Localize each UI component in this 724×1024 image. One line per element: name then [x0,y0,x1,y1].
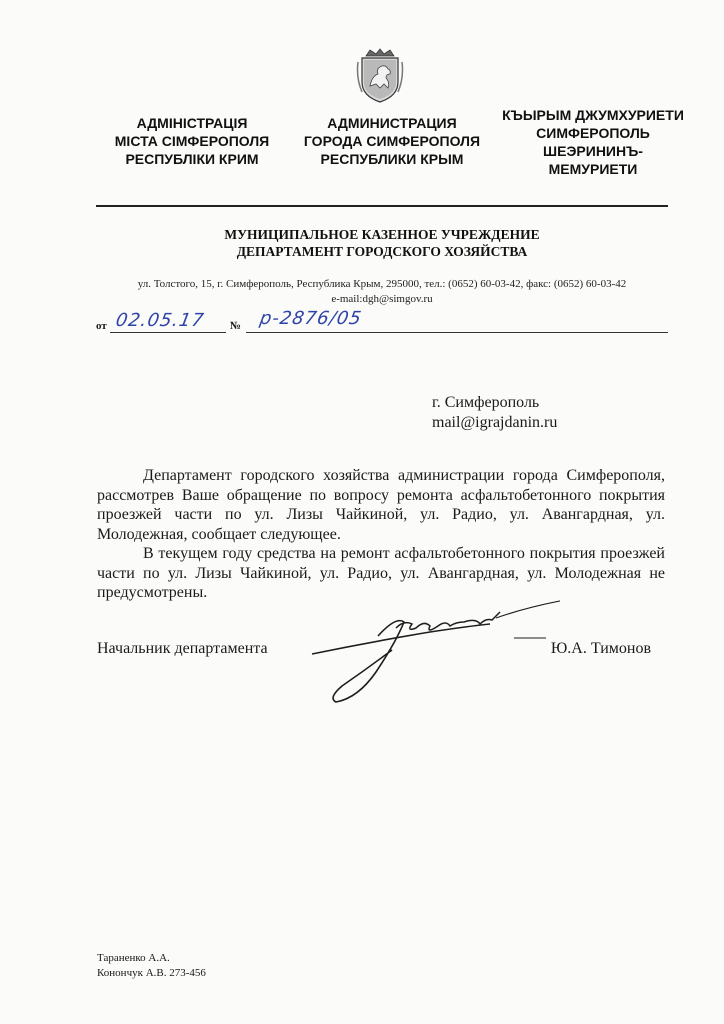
organization-line: ДЕПАРТАМЕНТ ГОРОДСКОГО ХОЗЯЙСТВА [236,244,528,259]
contact-email: e-mail:dgh@simgov.ru [331,293,433,305]
header-divider [96,205,668,207]
executor-name: Тараненко А.А. [97,952,170,964]
header-ru-line: ГОРОДА СИМФЕРОПОЛЯ [303,133,481,149]
header-russian [292,114,492,168]
number-label: № [230,320,242,332]
date-underline [110,332,226,333]
recipient-email: mail@igrajdanin.ru [432,414,558,431]
organization-address [96,277,668,307]
header-ukrainian [100,114,284,168]
body-paragraph: Департамент городского хозяйства администрации города Симферополя, рассмотрев Ваше обращение по вопросу ремонта асфальтобетонного покрытия проезжей части по ул. Лизы Чайкиной, ул. Радио, ул. Авангардная, ул. Молодежная, сообщает следующее. [97,467,665,543]
registration-line [96,308,668,336]
executor-footer [97,951,206,981]
recipient-city: г. Симферополь [432,394,540,411]
signatory-name: Ю.А. Тимонов [550,640,651,657]
header-ua-line: МІСТА СІМФЕРОПОЛЯ [114,133,270,149]
header-ua-line: РЕСПУБЛІКИ КРИМ [125,151,259,167]
organization-line: МУНИЦИПАЛЬНОЕ КАЗЕННОЕ УЧРЕЖДЕНИЕ [224,227,540,242]
organization-name [96,226,668,260]
executor-name: Конончук А.В. 273-456 [97,967,206,979]
date-label: от [96,320,107,332]
header-ru-line: АДМИНИСТРАЦИЯ [327,115,457,131]
crimea-coat-of-arms-icon [356,48,404,104]
signatory-title: Начальник департамента [97,640,268,657]
header-ru-line: РЕСПУБЛИКИ КРЫМ [320,151,464,167]
handwritten-number: р-2876/05 [258,308,364,329]
header-crh-line: МЕМУРИЕТИ [548,161,638,177]
header-crh-line: ШЕЭРИНИНЪ- [543,143,643,159]
header-crh-line: КЪЫРЫМ ДЖУМХУРИЕТИ [502,107,684,123]
signature-row [97,640,665,662]
header-ua-line: АДМІНІСТРАЦІЯ [136,115,248,131]
number-underline [246,332,668,333]
letter-body [97,466,665,603]
recipient-block [432,393,692,433]
header-crimean-tatar [496,106,690,178]
handwritten-date: 02.05.17 [114,310,207,331]
address-line: ул. Толстого, 15, г. Симферополь, Республика Крым, 295000, тел.: (0652) 60-03-42, факс: (0652) 60-03-42 [137,278,627,290]
header-crh-line: СИМФЕРОПОЛЬ [536,125,650,141]
body-paragraph: В текущем году средства на ремонт асфальтобетонного покрытия проезжей части по ул. Лизы Чайкиной, ул. Радио, ул. Авангардная, ул. Молодежная не предусмотрены. [97,545,665,601]
